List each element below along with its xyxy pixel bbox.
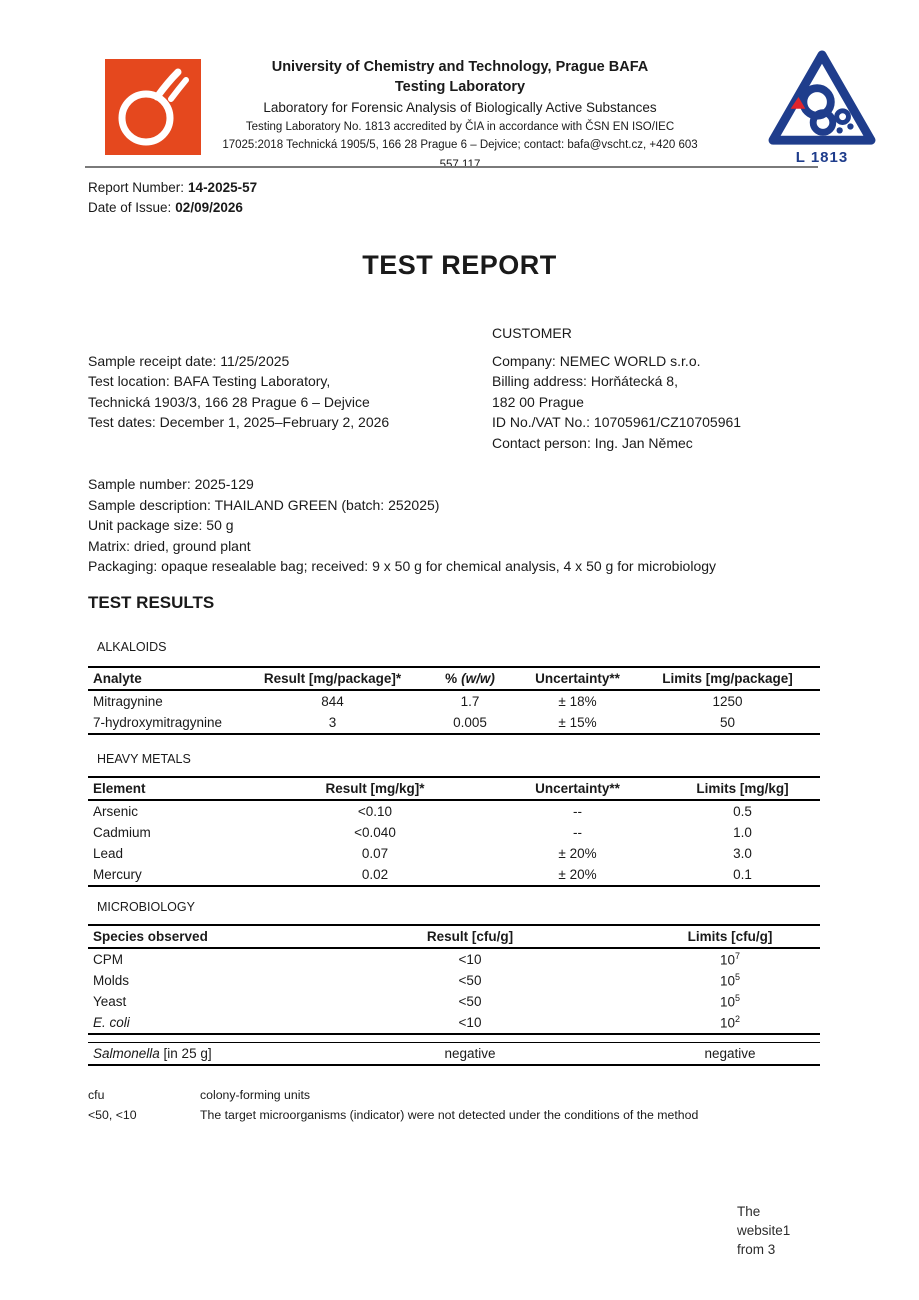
microbiology-section-label: MICROBIOLOGY xyxy=(97,900,195,914)
table-cell: Yeast xyxy=(93,994,127,1009)
alkaloids-table xyxy=(88,666,820,735)
page-title: TEST REPORT xyxy=(362,250,557,280)
footer-line: The xyxy=(737,1204,761,1219)
footer-line: from 3 xyxy=(737,1241,776,1257)
info-line: Test dates: December 1, 2025–February 2, 2026 xyxy=(88,414,390,431)
table-cell: 0.07 xyxy=(361,846,389,861)
report-header xyxy=(160,57,760,173)
table-cell: 7-hydroxymitragynine xyxy=(93,715,223,730)
report-meta xyxy=(88,178,257,218)
table-cell: 3.0 xyxy=(733,846,752,861)
table-cell: negative xyxy=(444,1046,496,1061)
sample-line: Sample description: THAILAND GREEN (batch: 252025) xyxy=(88,496,440,513)
table-cell: ± 18% xyxy=(558,694,597,709)
sample-line: Unit package size: 50 g xyxy=(88,517,234,534)
info-line: 182 00 Prague xyxy=(492,393,584,410)
table-cell: 1250 xyxy=(712,694,743,709)
heavy-metals-table xyxy=(88,776,820,887)
table-cell: <10 xyxy=(458,1015,482,1030)
table-cell: Lead xyxy=(93,846,124,861)
table-cell: <0.10 xyxy=(357,804,393,819)
info-line: Billing address: Horňátecká 8, xyxy=(492,373,678,390)
table-cell: 0.5 xyxy=(733,804,752,819)
table-header-row xyxy=(88,667,820,690)
footer-line: website1 xyxy=(737,1222,791,1238)
table-cell: $10^5$ xyxy=(719,993,741,1010)
table-row xyxy=(88,1012,820,1034)
table-cell: $10^5$ xyxy=(719,972,741,989)
table-cell: 844 xyxy=(321,694,344,709)
date-of-issue-value: 02/09/2026 xyxy=(175,200,243,215)
table-cell: -- xyxy=(573,804,582,819)
column-header: Analyte xyxy=(93,671,142,686)
table-cell: ± 20% xyxy=(558,846,597,861)
accreditation-phone: 557 117 xyxy=(439,159,481,171)
table-header-row xyxy=(88,925,820,948)
column-header: Limits [mg/kg] xyxy=(696,781,789,796)
table-row xyxy=(88,822,820,843)
table-cell: <0.040 xyxy=(354,825,396,840)
column-header: % (w/w) xyxy=(445,671,495,686)
table-cell: <50 xyxy=(458,973,482,988)
footnote-row xyxy=(88,1105,698,1125)
table-cell: $10^2$ xyxy=(719,1014,741,1031)
heavy-metals-section-label: HEAVY METALS xyxy=(97,752,191,766)
org-name: University of Chemistry and Technology, Prague BAFA xyxy=(271,59,649,75)
sample-line: Packaging: opaque resealable bag; received: 9 x 50 g for chemical analysis, 4 x 50 g for microbiology xyxy=(88,558,717,575)
footnote-row xyxy=(88,1085,698,1105)
footnote-term: <50, <10 xyxy=(88,1108,137,1122)
table-row xyxy=(88,1043,820,1066)
info-line: Contact person: Ing. Jan Němec xyxy=(492,434,693,451)
test-results-heading: TEST RESULTS xyxy=(88,593,215,612)
table-row xyxy=(88,948,820,970)
sample-description-block xyxy=(88,474,716,577)
table-cell: 0.005 xyxy=(453,715,487,730)
sample-line: Sample number: 2025-129 xyxy=(88,476,254,492)
customer-info-column xyxy=(492,351,741,453)
column-header: Element xyxy=(93,781,146,796)
table-cell: Salmonella [in 25 g] xyxy=(93,1046,212,1061)
table-cell: 3 xyxy=(328,715,337,730)
accreditation-line-2: 17025:2018 Technická 1905/5, 166 28 Prague 6 – Dejvice; contact: bafa@vscht.cz, +420 603 xyxy=(222,139,698,151)
table-cell: E. coli xyxy=(93,1015,130,1030)
table-cell: Molds xyxy=(93,973,130,988)
customer-heading: CUSTOMER xyxy=(492,325,572,341)
org-lab: Testing Laboratory xyxy=(394,79,526,95)
footnote-term: cfu xyxy=(88,1088,105,1102)
column-header: Result [mg/kg]* xyxy=(325,781,425,796)
table-cell: -- xyxy=(573,825,582,840)
info-line: Company: NEMEC WORLD s.r.o. xyxy=(492,353,701,369)
table-cell: <10 xyxy=(458,952,482,967)
table-row xyxy=(88,843,820,864)
table-row xyxy=(88,864,820,886)
accreditation-mark-label: L 1813 xyxy=(795,149,849,166)
sample-info-column xyxy=(88,351,389,433)
footnote-definition: colony-forming units xyxy=(200,1088,311,1102)
column-header: Result [cfu/g] xyxy=(426,929,514,944)
table-cell: CPM xyxy=(93,952,123,967)
cia-triangle-icon xyxy=(768,48,876,150)
table-cell: Arsenic xyxy=(93,804,139,819)
table-cell: ± 20% xyxy=(558,867,597,882)
sample-line: Matrix: dried, ground plant xyxy=(88,537,251,554)
table-cell: 1.0 xyxy=(733,825,752,840)
info-line: ID No./VAT No.: 10705961/CZ10705961 xyxy=(492,414,742,431)
table-cell: <50 xyxy=(458,994,482,1009)
table-row xyxy=(88,712,820,734)
info-line: Test location: BAFA Testing Laboratory, xyxy=(88,373,331,390)
date-of-issue-label: Date of Issue: xyxy=(88,200,172,215)
column-header: Uncertainty** xyxy=(535,671,620,686)
table-cell: Mitragynine xyxy=(93,694,163,709)
column-header: Uncertainty** xyxy=(535,781,620,796)
table-cell: 1.7 xyxy=(460,694,480,709)
table-cell: ± 15% xyxy=(558,715,597,730)
date-of-issue-line xyxy=(88,198,257,218)
table-cell: negative xyxy=(704,1046,756,1061)
table-cell: Cadmium xyxy=(93,825,151,840)
table-cell: 0.1 xyxy=(733,867,752,882)
header-divider xyxy=(85,166,818,168)
table-row xyxy=(88,970,820,991)
report-number-line xyxy=(88,178,257,198)
table-cell: 0.02 xyxy=(361,867,389,882)
table-header-row xyxy=(88,777,820,800)
salmonella-table xyxy=(88,1042,820,1066)
column-header: Limits [cfu/g] xyxy=(687,929,773,944)
column-header: Species observed xyxy=(93,929,208,944)
column-header: Result [mg/package]* xyxy=(263,671,402,686)
table-row xyxy=(88,800,820,822)
org-lab-full: Laboratory for Forensic Analysis of Biologically Active Substances xyxy=(263,100,657,115)
info-line: Sample receipt date: 11/25/2025 xyxy=(88,353,290,369)
report-number-value: 14-2025-57 xyxy=(188,180,258,195)
info-line: Technická 1903/3, 166 28 Prague 6 – Dejvice xyxy=(88,393,370,410)
table-cell: $10^7$ xyxy=(719,951,741,968)
footnote-definition: The target microorganisms (indicator) were not detected under the conditions of the method xyxy=(200,1108,699,1122)
page-footer xyxy=(737,1203,790,1259)
accreditation-line-1: Testing Laboratory No. 1813 accredited by ČIA in accordance with ČSN EN ISO/IEC xyxy=(245,121,675,133)
table-cell: Mercury xyxy=(93,867,142,882)
report-number-label: Report Number: xyxy=(88,180,185,195)
footnotes xyxy=(88,1085,698,1125)
alkaloids-section-label: ALKALOIDS xyxy=(97,640,167,654)
column-header: Limits [mg/package] xyxy=(662,671,793,686)
accreditation-mark xyxy=(766,48,878,166)
table-row xyxy=(88,991,820,1012)
microbiology-table xyxy=(88,924,820,1035)
table-cell: 50 xyxy=(719,715,736,730)
table-row xyxy=(88,690,820,712)
